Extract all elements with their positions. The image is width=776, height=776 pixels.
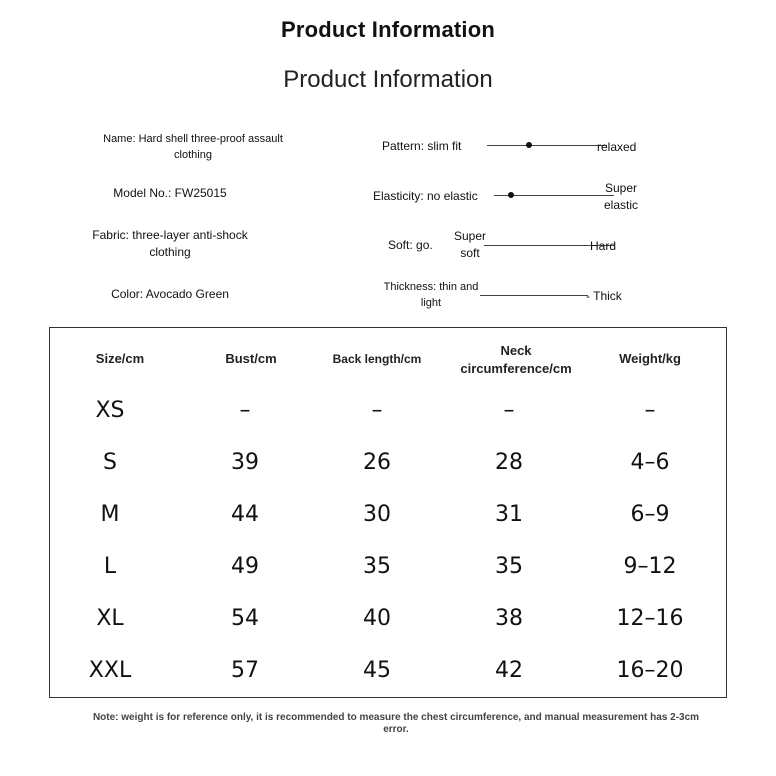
cell-back-length: – [371, 398, 383, 423]
cell-neck: 42 [495, 658, 523, 683]
cell-size: XL [96, 606, 124, 631]
cell-size: M [100, 502, 120, 527]
thickness-label [374, 279, 488, 311]
cell-weight: 16–20 [616, 658, 684, 683]
elasticity-end [596, 180, 646, 214]
cell-back-length: 45 [363, 658, 391, 683]
spec-name: Name: Hard shell three-proof assault clothing [103, 133, 283, 161]
elasticity-label: Elasticity: no elastic [373, 189, 478, 203]
cell-neck: – [503, 398, 515, 423]
cell-back-length: 40 [363, 606, 391, 631]
cell-size: XS [95, 398, 125, 423]
cell-bust: 44 [231, 502, 259, 527]
spec-model: Model No.: FW25015 [113, 186, 227, 200]
cell-size: S [103, 450, 117, 475]
pattern-indicator [526, 142, 532, 148]
spec-color: Color: Avocado Green [111, 287, 229, 301]
thickness-scale-line [480, 295, 588, 296]
cell-weight: 4–6 [630, 450, 670, 475]
cell-back-length: 35 [363, 554, 391, 579]
cell-weight: 9–12 [623, 554, 677, 579]
cell-bust: 57 [231, 658, 259, 683]
pattern-end: relaxed [597, 140, 637, 154]
soft-mid-line1: Super [453, 229, 487, 243]
cell-weight: 12–16 [616, 606, 684, 631]
header-weight: Weight/kg [619, 351, 681, 366]
header-bust: Bust/cm [225, 351, 277, 366]
cell-bust: 49 [231, 554, 259, 579]
cell-neck: 35 [495, 554, 523, 579]
thickness-end: - Thick [586, 289, 622, 303]
elasticity-end-line1: Super [604, 181, 638, 195]
cell-weight: 6–9 [630, 502, 670, 527]
section-title: Product Information [283, 66, 493, 93]
soft-label: Soft: go. [388, 238, 433, 252]
elasticity-indicator [508, 192, 514, 198]
cell-size: XXL [88, 658, 132, 683]
thickness-label-line2: light [420, 297, 442, 309]
soft-mid-line2: soft [460, 246, 480, 260]
header-neck [446, 342, 586, 378]
cell-size: L [103, 554, 117, 579]
header-neck-line2: circumference/cm [460, 361, 572, 376]
cell-neck: 28 [495, 450, 523, 475]
thickness-label-line1: Thickness: thin and [383, 281, 479, 293]
spec-fabric: Fabric: three-layer anti-shock clothing [92, 228, 248, 259]
pattern-label: Pattern: slim fit [382, 139, 462, 153]
footnote: Note: weight is for reference only, it is recommended to measure the chest circumference, and manual measurement has 2-3cm error. [92, 712, 700, 735]
cell-back-length: 26 [363, 450, 391, 475]
cell-bust: – [239, 398, 251, 423]
cell-bust: 54 [231, 606, 259, 631]
soft-end: Hard [590, 239, 617, 253]
pattern-scale-line [487, 145, 607, 146]
cell-neck: 31 [495, 502, 523, 527]
cell-back-length: 30 [363, 502, 391, 527]
elasticity-end-line2: elastic [603, 198, 638, 212]
size-table [49, 327, 727, 698]
cell-bust: 39 [231, 450, 259, 475]
cell-neck: 38 [495, 606, 523, 631]
page-title: Product Information [280, 17, 495, 42]
header-neck-line1: Neck [500, 343, 532, 358]
header-size: Size/cm [95, 351, 145, 366]
cell-weight: – [644, 398, 656, 423]
header-back-length: Back length/cm [332, 352, 422, 366]
